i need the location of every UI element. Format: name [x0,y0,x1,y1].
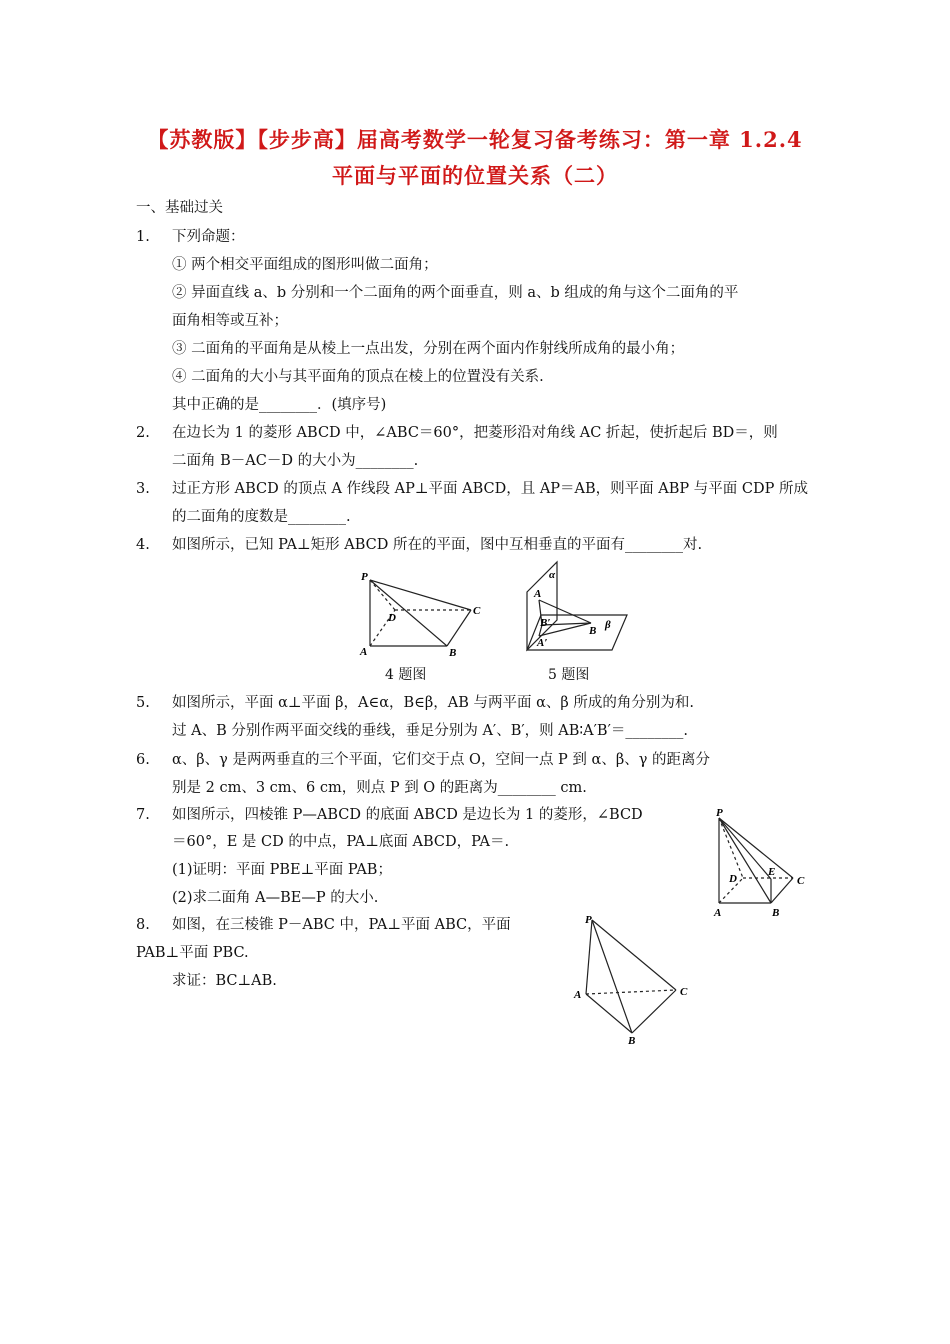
fig4-label-b: B [449,647,457,659]
q6-line-a: α、β、γ 是两两垂直的三个平面，它们交于点 O，空间一点 P 到 α、β、γ 的距离分 [172,752,710,768]
fig7-label-a: A [714,907,722,919]
q5-number: 5. [136,695,150,711]
q2-line-a: 在边长为 1 的菱形 ABCD 中，∠ABC＝60°，把菱形沿对角线 AC 折起，使折起后 BD＝，则 [172,425,778,441]
q8-number: 8. [136,917,150,933]
q1-option-4: ④ 二面角的大小与其平面角的顶点在棱上的位置没有关系. [172,369,544,385]
figure-8-diagram [568,910,708,1050]
q2-line-b: 二面角 B－AC－D 的大小为________. [172,453,419,469]
q4-line-a: 如图所示，已知 PA⊥矩形 ABCD 所在的平面，图中互相垂直的平面有________对. [172,537,703,553]
q1-option-2a: ② 异面直线 a、b 分别和一个二面角的两个面垂直，则 a、b 组成的角与这个二面角的平 [172,285,739,301]
q8-line-b: PAB⊥平面 PBC. [136,945,249,961]
section-heading: 一、基础过关 [136,200,223,216]
q2-number: 2. [136,425,150,441]
page-title-line1: 【苏教版】【步步高】届高考数学一轮复习备考练习：第一章 1.2.4 [147,127,803,152]
q5-line-a: 如图所示，平面 α⊥平面 β，A∈α，B∈β，AB 与两平面 α、β 所成的角分别为和. [172,695,695,711]
fig5-label-beta: β [605,619,611,631]
q1-option-1: ① 两个相交平面组成的图形叫做二面角； [172,257,438,273]
fig4-label-c: C [473,605,481,617]
q1-number: 1. [136,229,150,245]
fig7-label-d: D [729,873,737,885]
fig7-label-e: E [768,866,776,878]
q7-number: 7. [136,807,150,823]
fig5-label-b: B [589,625,597,637]
figure-7-diagram [705,802,815,922]
fig8-label-p: P [585,914,592,926]
figure-5-diagram [515,560,630,660]
q6-number: 6. [136,752,150,768]
q1-option-2b: 面角相等或互补； [172,313,288,329]
figure-4-caption: 4 题图 [385,667,427,683]
q8-line-a: 如图，在三棱锥 P－ABC 中，PA⊥平面 ABC，平面 [172,917,511,933]
q3-number: 3. [136,481,150,497]
q7-line-a: 如图所示，四棱锥 P—ABCD 的底面 ABCD 是边长为 1 的菱形，∠BCD [172,807,643,823]
fig8-label-a: A [574,989,582,1001]
q5-line-b: 过 A、B 分别作两平面交线的垂线，垂足分别为 A′、B′，则 AB∶A′B′＝________. [172,723,688,739]
fig5-label-alpha: α [549,569,556,581]
fig7-label-p: P [716,807,723,819]
q3-line-a: 过正方形 ABCD 的顶点 A 作线段 AP⊥平面 ABCD，且 AP＝AB，则平面 ABP 与平面 CDP 所成 [172,481,808,497]
q1-stem: 下列命题： [172,229,245,245]
q1-option-3: ③ 二面角的平面角是从棱上一点出发，分别在两个面内作射线所成角的最小角； [172,341,685,357]
fig4-label-d: D [388,612,396,624]
q4-number: 4. [136,537,150,553]
q6-line-b: 别是 2 cm、3 cm、6 cm，则点 P 到 O 的距离为________ cm. [172,780,587,796]
figure-5-caption: 5 题图 [548,667,590,683]
q1-ask: 其中正确的是________．(填序号) [172,397,387,413]
q8-line-c: 求证：BC⊥AB. [172,973,277,989]
figure-4-diagram [355,568,495,660]
fig4-label-p: P [361,571,368,583]
q3-line-b: 的二面角的度数是________. [172,509,351,525]
page-title-line2: 平面与平面的位置关系（二） [332,163,618,188]
fig8-label-b: B [628,1035,636,1047]
fig7-label-b: B [772,907,780,919]
fig5-label-bprime: B′ [540,617,551,629]
fig5-label-a: A [534,588,542,600]
fig5-label-aprime: A′ [537,637,548,649]
fig4-label-a: A [360,646,368,658]
q7-line-b: ＝60°，E 是 CD 的中点，PA⊥底面 ABCD，PA＝. [172,834,510,850]
fig8-label-c: C [680,986,688,998]
fig7-label-c: C [797,875,805,887]
q7-line-d: (2)求二面角 A—BE—P 的大小. [172,890,379,906]
q7-line-c: (1)证明：平面 PBE⊥平面 PAB； [172,862,392,878]
